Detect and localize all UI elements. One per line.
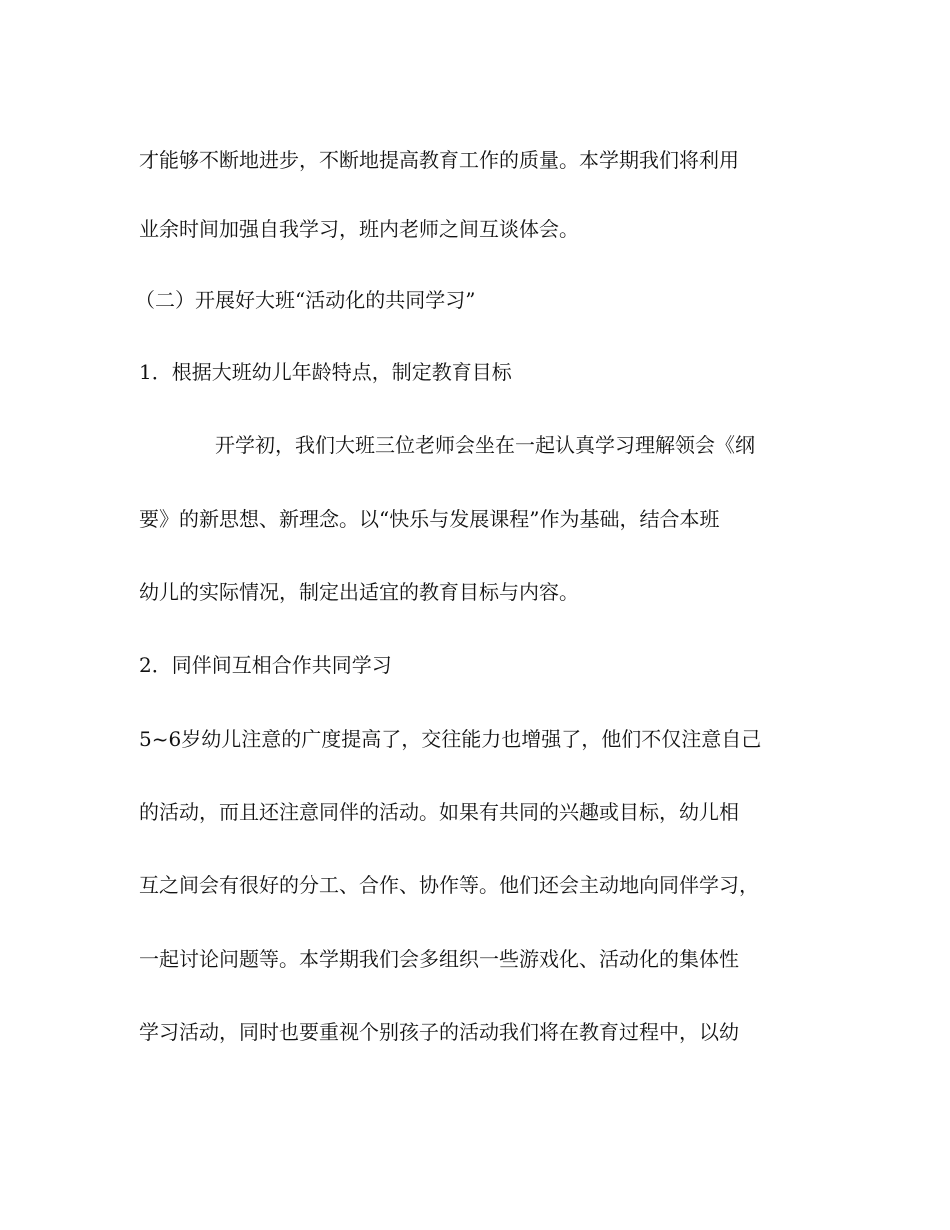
paragraph-line: 一起讨论问题等。本学期我们会多组织一些游戏化、活动化的集体性 [139,947,739,971]
paragraph-line: 5~6岁幼儿注意的广度提高了，交往能力也增强了，他们不仅注意自己 [139,727,762,751]
paragraph-line: 的活动，而且还注意同伴的活动。如果有共同的兴趣或目标，幼儿相 [139,800,739,824]
paragraph-line: 要》的新思想、新理念。以“快乐与发展课程”作为基础，结合本班 [139,507,720,531]
subsection-heading: 1．根据大班幼儿年龄特点，制定教育目标 [139,360,512,384]
paragraph-line: 才能够不断地进步，不断地提高教育工作的质量。本学期我们将利用 [139,148,739,172]
paragraph-line: 开学初，我们大班三位老师会坐在一起认真学习理解领会《纲 [215,433,755,457]
paragraph-line: 学习活动，同时也要重视个别孩子的活动我们将在教育过程中，以幼 [139,1020,739,1044]
paragraph-line: 幼儿的实际情况，制定出适宜的教育目标与内容。 [139,580,579,604]
paragraph-line: 互之间会有很好的分工、合作、协作等。他们还会主动地向同伴学习， [139,873,759,897]
subsection-heading: 2．同伴间互相合作共同学习 [139,653,392,677]
section-heading: （二）开展好大班“活动化的共同学习” [135,288,476,312]
paragraph-line: 业余时间加强自我学习，班内老师之间互谈体会。 [139,217,579,241]
